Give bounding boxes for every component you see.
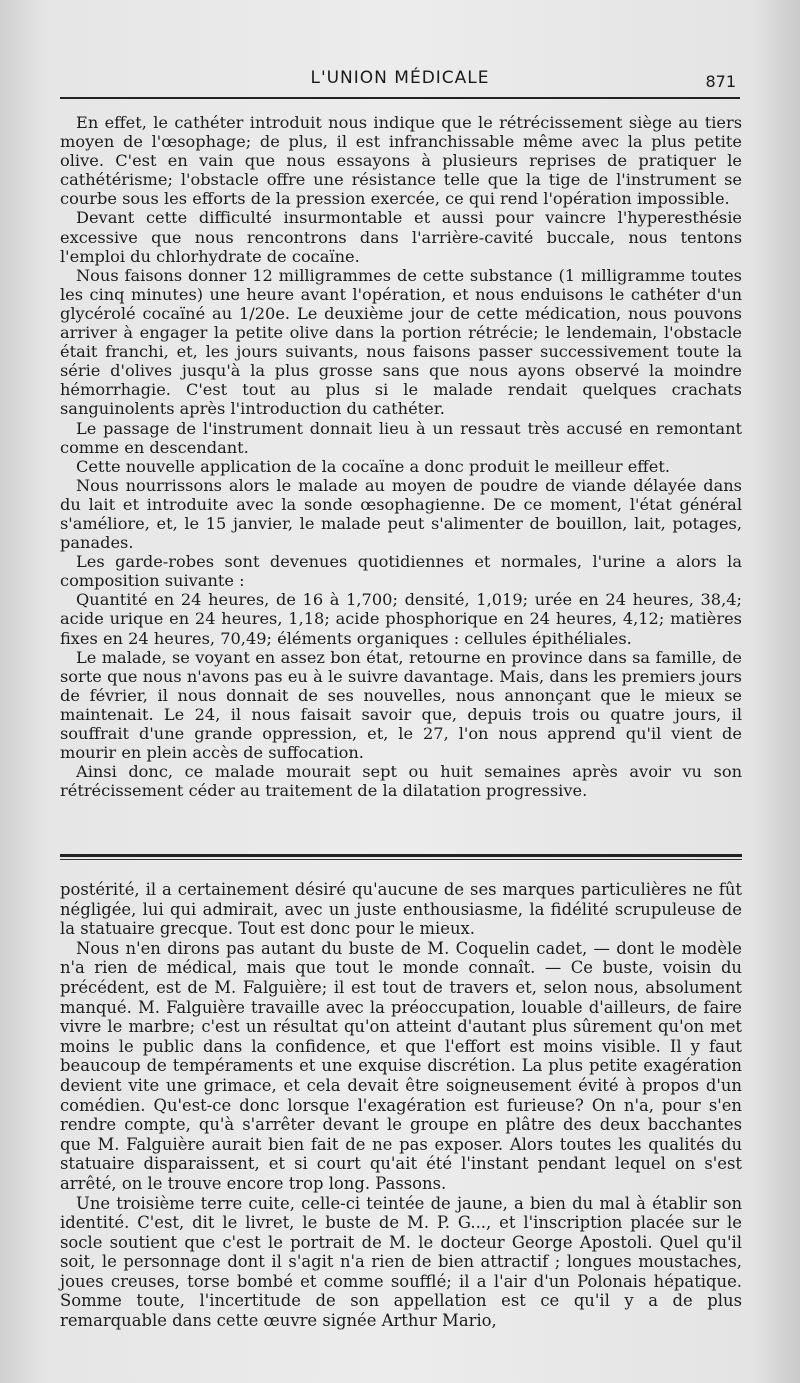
paragraph: Une troisième terre cuite, celle-ci teintée de jaune, a bien du mal à établir son identité. C'est, dit le livret, le buste de M. P. G..., et l'inscription placée sur le socle soutient que c'est le portrait de M. le docteur George Apostoli. Quel qu'il soit, le personnage dont il s'agit n'a rien de bien attractif ; longues moustaches, joues creuses, torse bombé et comme soufflé; il a l'air d'un Polonais hépatique. Somme toute, l'incertitude de son appellation est ce qu'il y a de plus remarquable dans cette œuvre signée Arthur Mario, [60, 1193, 742, 1331]
header-rule [60, 97, 740, 99]
feuilleton-separator-thin [60, 859, 742, 860]
paragraph: postérité, il a certainement désiré qu'aucune de ses marques particulières ne fût négligée, lui qui admirait, avec un juste enthousiasme, la fidélité scrupuleuse de la statuaire grecque. Tout est donc pour le mieux. [60, 880, 742, 939]
feuilleton-column [60, 880, 742, 1331]
running-title: L'UNION MÉDICALE [310, 68, 490, 88]
feuilleton-separator [60, 854, 742, 857]
paragraph: En effet, le cathéter introduit nous indique que le rétrécissement siège au tiers moyen de l'œsophage; de plus, il est infranchissable même avec la plus petite olive. C'est en vain que nous essayons à plusieurs reprises de pratiquer le cathétérisme; l'obstacle offre une résistance telle que la tige de l'instrument se courbe sous les efforts de la pression exercée, ce qui rend l'opération impossible. [60, 113, 742, 209]
paragraph: Nous n'en dirons pas autant du buste de M. Coquelin cadet, — dont le modèle n'a rien de médical, mais que tout le monde connaît. — Ce buste, voisin du précédent, est de M. Falguière; il est tout de travers et, selon nous, absolument manqué. M. Falguière travaille avec la préoccupation, louable d'ailleurs, de faire vivre le marbre; c'est un résultat qu'on atteint d'autant plus sûrement qu'on met moins le public dans la confidence, et que l'effort est moins visible. Il y faut beaucoup de tempéraments et une exquise discrétion. La plus petite exagération devient vite une grimace, et cela devait être soigneusement évité à propos d'un comédien. Qu'est-ce donc lorsque l'exagération est furieuse? On n'a, pour s'en rendre compte, qu'à s'arrêter devant le groupe en plâtre des deux bacchantes que M. Falguière aurait bien fait de ne pas exposer. Alors toutes les qualités du statuaire disparaissent, et si court qu'ait été l'instant pendant lequel on s'est arrêté, on le trouve encore trop long. Passons. [60, 938, 742, 1193]
paragraph: Quantité en 24 heures, de 16 à 1,700; densité, 1,019; urée en 24 heures, 38,4; acide urique en 24 heures, 1,18; acide phosphorique en 24 heures, 4,12; matières fixes en 24 heures, 70,49; éléments organiques : cellules épithéliales. [60, 590, 742, 648]
paragraph: Le malade, se voyant en assez bon état, retourne en province dans sa famille, de sorte que nous n'avons pas eu à le suivre davantage. Mais, dans les premiers jours de février, il nous donnait de ses nouvelles, nous annonçant que le mieux se maintenait. Le 24, il nous faisait savoir que, depuis trois ou quatre jours, il souffrait d'une grande oppression, et, le 27, l'on nous apprend qu'il vient de mourir en plein accès de suffocation. [60, 647, 742, 763]
paragraph: Nous faisons donner 12 milligrammes de cette substance (1 milligramme toutes les cinq minutes) une heure avant l'opération, et nous enduisons le cathéter d'un glycérolé cocaïné au 1/20e. Le deuxième jour de cette médication, nous pouvons arriver à engager la petite olive dans la portion rétrécie; le lendemain, l'obstacle était franchi, et, les jours suivants, nous faisons passer successivement toute la série d'olives jusqu'à la plus grosse sans que nous ayons observé la moindre hémorrhagie. C'est tout au plus si le malade rendait quelques crachats sanguinolents après l'introduction du cathéter. [60, 265, 742, 419]
paragraph: Devant cette difficulté insurmontable et aussi pour vaincre l'hyperesthésie excessive que nous rencontrons dans l'arrière-cavité buccale, nous tentons l'emploi du chlorhydrate de cocaïne. [60, 208, 742, 266]
paragraph: Les garde-robes sont devenues quotidiennes et normales, l'urine a alors la composition suivante : [60, 552, 742, 591]
page-header [60, 68, 740, 98]
paragraph: Cette nouvelle application de la cocaïne a donc produit le meilleur effet. [76, 456, 671, 476]
paragraph: Le passage de l'instrument donnait lieu à un ressaut très accusé en remontant comme en descendant. [60, 418, 742, 457]
page-number: 871 [705, 72, 736, 91]
paragraph: Nous nourrissons alors le malade au moyen de poudre de viande délayée dans du lait et introduite avec la sonde œsophagienne. De ce moment, l'état général s'améliore, et, le 15 janvier, le malade peut s'alimenter de bouillon, lait, potages, panades. [60, 475, 742, 553]
paragraph: Ainsi donc, ce malade mourait sept ou huit semaines après avoir vu son rétrécissement céder au traitement de la dilatation progressive. [60, 762, 742, 801]
article-column [60, 113, 742, 800]
